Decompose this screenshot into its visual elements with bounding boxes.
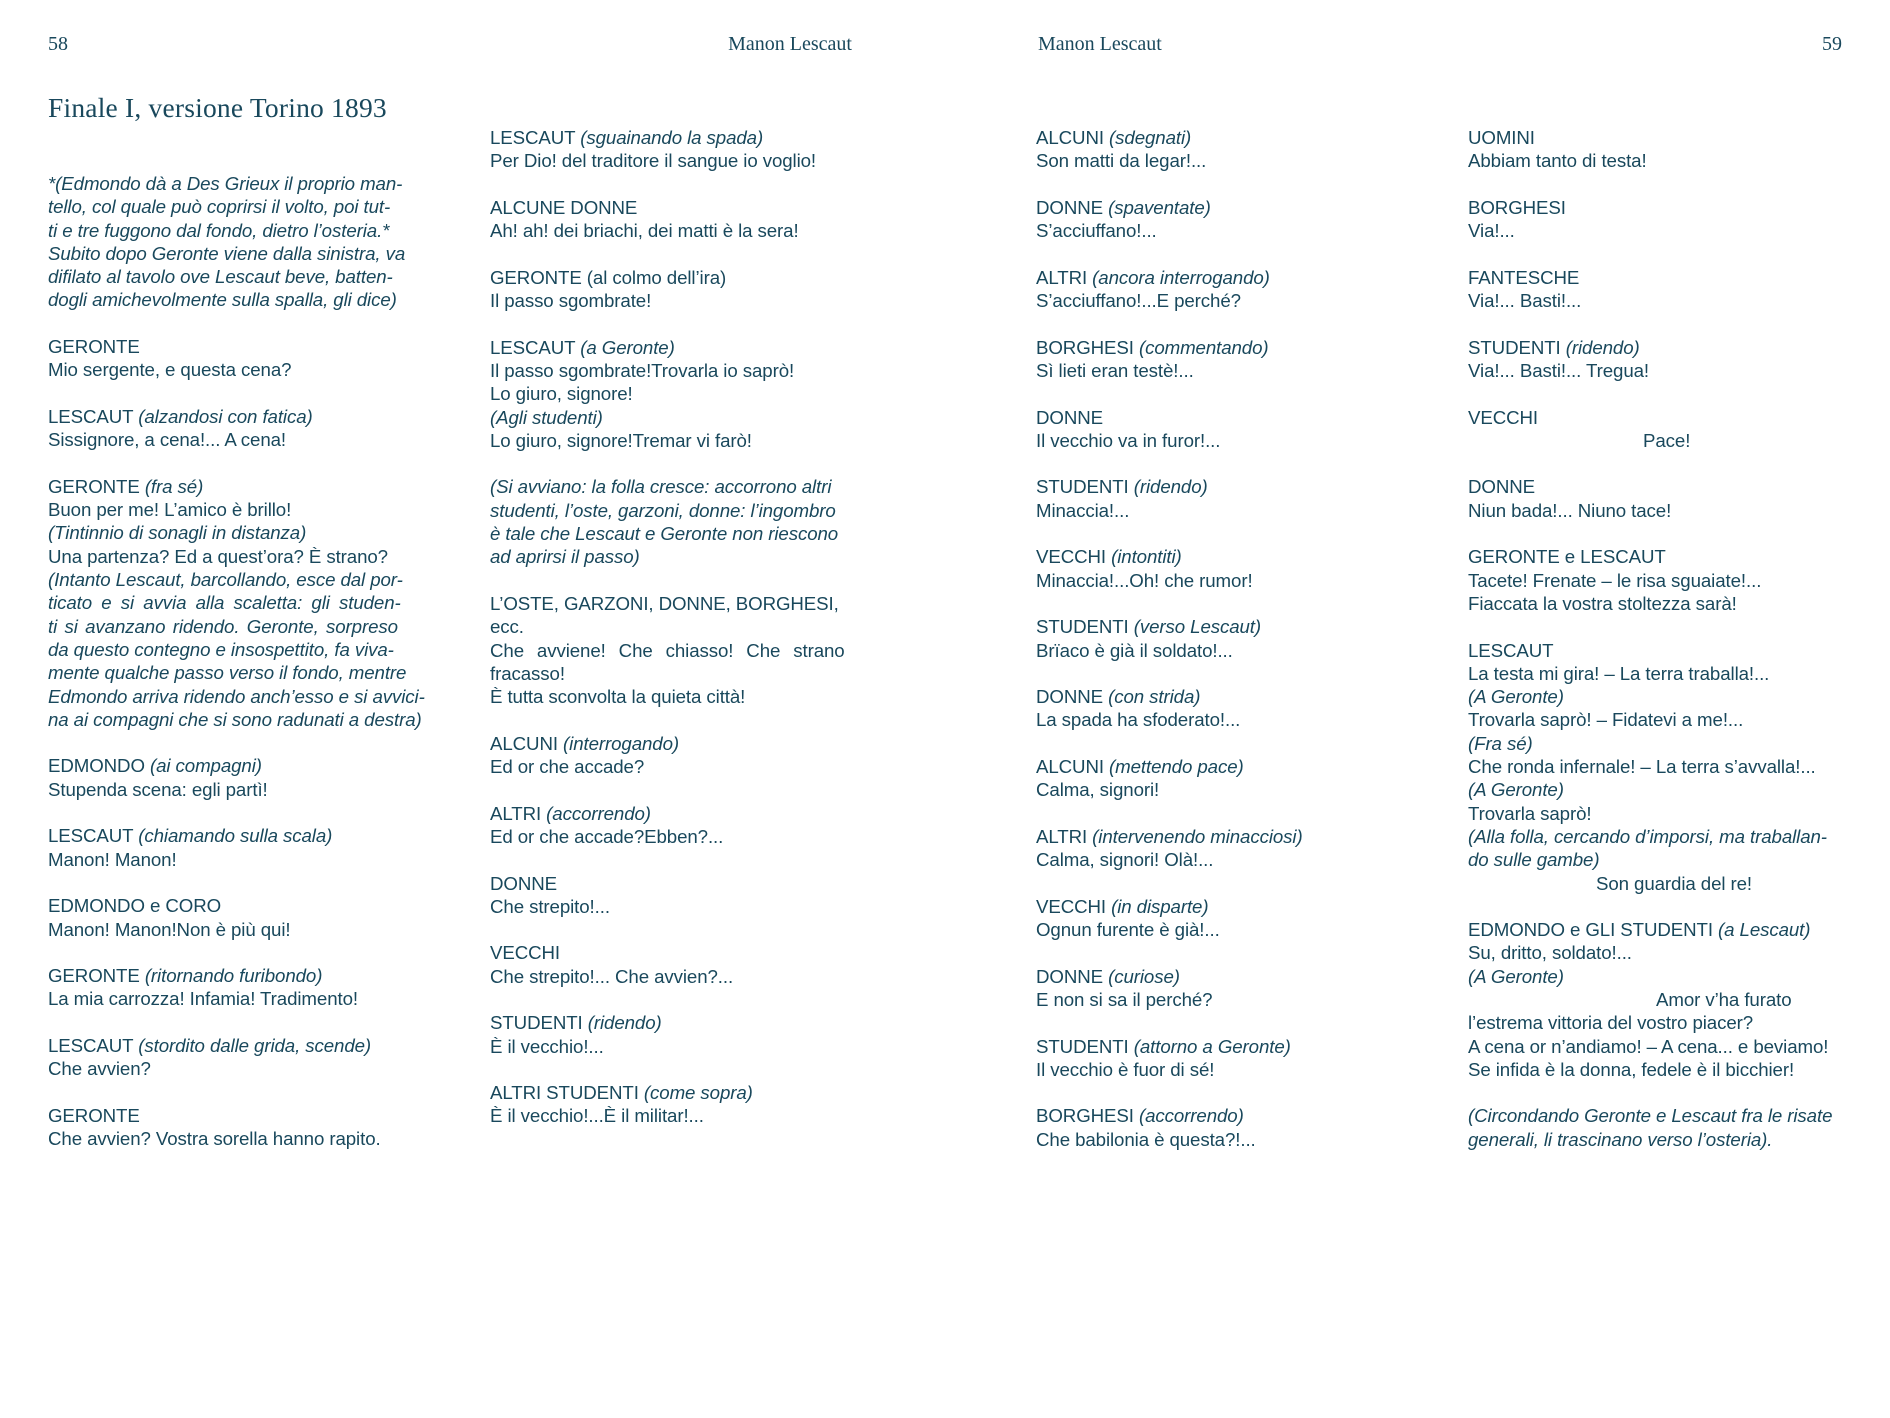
libretto-block xyxy=(1036,1035,1412,1082)
character-cue-line: EDMONDO e GLI STUDENTI (a Lescaut) xyxy=(1468,919,1811,941)
libretto-block xyxy=(1036,406,1412,453)
dialogue-line: Ah! ah! dei briachi, dei matti è la sera! xyxy=(490,220,799,242)
libretto-column-2 xyxy=(490,126,866,1151)
character-cue-line: EDMONDO e CORO xyxy=(48,895,222,917)
libretto-block xyxy=(490,196,866,243)
libretto-block xyxy=(48,475,424,731)
stage-direction-line: è tale che Lescaut e Geronte non riescono xyxy=(490,523,839,545)
stage-direction-line: mente qualche passo verso il fondo, mentre xyxy=(48,662,407,684)
stage-direction-line: da questo contegno e insospettito, fa viva- xyxy=(48,638,394,660)
libretto-block xyxy=(1468,639,1848,895)
stage-direction-line: (A Geronte) xyxy=(1468,686,1564,708)
libretto-block xyxy=(1468,266,1848,313)
character-cue-line: STUDENTI (verso Lescaut) xyxy=(1036,616,1262,638)
character-cue-line: DONNE (curiose) xyxy=(1036,965,1180,987)
dialogue-line: Sì lieti eran testè!... xyxy=(1036,359,1194,381)
dialogue-line: Che ronda infernale! – La terra s’avvalla!... xyxy=(1468,756,1816,778)
character-cue-line: DONNE xyxy=(1036,406,1103,428)
libretto-block xyxy=(490,336,866,452)
running-title-left: Manon Lescaut xyxy=(728,33,852,55)
dialogue-line: Il vecchio va in furor!... xyxy=(1036,429,1221,451)
character-cue-line: FANTESCHE xyxy=(1468,266,1580,288)
libretto-block xyxy=(490,732,866,779)
libretto-block xyxy=(490,475,866,568)
dialogue-line: Lo giuro, signore! xyxy=(490,383,633,405)
dialogue-line: S’acciuffano!...E perché? xyxy=(1036,290,1241,312)
libretto-block xyxy=(1468,1104,1848,1151)
libretto-block xyxy=(490,1081,866,1128)
dialogue-line: Ognun furente è già!... xyxy=(1036,919,1220,941)
libretto-block xyxy=(48,824,424,871)
stage-direction-line: tello, col quale può coprirsi il volto, poi tut- xyxy=(48,196,391,218)
stage-direction-line: ti e tre fuggono dal fondo, dietro l’osteria.* xyxy=(48,219,390,241)
libretto-block xyxy=(490,802,866,849)
libretto-block xyxy=(490,1011,866,1058)
dialogue-line: Via!... xyxy=(1468,220,1515,242)
dialogue-line: Calma, signori! Olà!... xyxy=(1036,849,1214,871)
dialogue-line: La mia carrozza! Infamia! Tradimento! xyxy=(48,988,358,1010)
character-cue-line: ALTRI (accorrendo) xyxy=(490,802,651,824)
character-cue-line: ALCUNI (interrogando) xyxy=(490,732,680,754)
character-cue-line: LESCAUT (a Geronte) xyxy=(490,336,675,358)
character-cue-line: ALTRI STUDENTI (come sopra) xyxy=(490,1082,753,1104)
libretto-block xyxy=(48,1104,424,1151)
libretto-block xyxy=(1036,685,1412,732)
character-cue-line: GERONTE (fra sé) xyxy=(48,475,204,497)
page-number-right: 59 xyxy=(1822,33,1842,55)
character-cue-line: DONNE (spaventate) xyxy=(1036,196,1211,218)
libretto-block xyxy=(48,894,424,941)
dialogue-line: Il passo sgombrate! xyxy=(490,290,652,312)
libretto-block xyxy=(1036,336,1412,383)
dialogue-line: Ed or che accade? xyxy=(490,756,645,778)
dialogue-line: Che avviene! Che chiasso! Che strano xyxy=(490,639,845,661)
dialogue-line: Son matti da legar!... xyxy=(1036,150,1207,172)
stage-direction-line: ad aprirsi il passo) xyxy=(490,546,640,568)
libretto-block xyxy=(1468,336,1848,383)
dialogue-line: La testa mi gira! – La terra traballa!... xyxy=(1468,662,1770,684)
dialogue-line: Mio sergente, e questa cena? xyxy=(48,359,292,381)
dialogue-line: Fiaccata la vostra stoltezza sarà! xyxy=(1468,592,1737,614)
character-cue-line: GERONTE (al colmo dell’ira) xyxy=(490,266,727,288)
stage-direction-line: (Agli studenti) xyxy=(490,406,603,428)
dialogue-line: Se infida è la donna, fedele è il bicchier! xyxy=(1468,1058,1795,1080)
character-cue-line: BORGHESI (commentando) xyxy=(1036,336,1269,358)
dialogue-line: Lo giuro, signore!Tremar vi farò! xyxy=(490,429,752,451)
libretto-block xyxy=(1036,126,1412,173)
character-cue-line: ALCUNI (mettendo pace) xyxy=(1036,756,1244,778)
dialogue-line: Minaccia!... xyxy=(1036,499,1130,521)
stage-direction-line: (A Geronte) xyxy=(1468,965,1564,987)
stage-direction-line: na ai compagni che si sono radunati a destra) xyxy=(48,708,422,730)
dialogue-line: Che babilonia è questa?!... xyxy=(1036,1128,1256,1150)
dialogue-line: È tutta sconvolta la quieta città! xyxy=(490,686,746,708)
character-cue-line: L’OSTE, GARZONI, DONNE, BORGHESI, xyxy=(490,592,839,614)
character-cue-line: VECCHI (intontiti) xyxy=(1036,546,1182,568)
dialogue-line: Tacete! Frenate – le risa sguaiate!... xyxy=(1468,569,1762,591)
libretto-block xyxy=(1036,895,1412,942)
dialogue-line: ecc. xyxy=(490,616,524,638)
stage-direction-line: Subito dopo Geronte viene dalla sinistra, va xyxy=(48,242,406,264)
dialogue-line: Via!... Basti!... xyxy=(1468,290,1582,312)
libretto-block xyxy=(490,126,866,173)
dialogue-line: Manon! Manon!Non è più qui! xyxy=(48,918,291,940)
running-title-right: Manon Lescaut xyxy=(1038,33,1162,55)
libretto-block xyxy=(48,1034,424,1081)
character-cue-line: GERONTE (ritornando furibondo) xyxy=(48,965,323,987)
libretto-block xyxy=(1468,196,1848,243)
stage-direction-line: ti si avanzano ridendo. Geronte, sorpreso xyxy=(48,615,398,637)
dialogue-line: S’acciuffano!... xyxy=(1036,220,1157,242)
libretto-block xyxy=(490,872,866,919)
libretto-column-1 xyxy=(48,172,424,1174)
dialogue-line: Via!... Basti!... Tregua! xyxy=(1468,359,1650,381)
libretto-block xyxy=(1036,1104,1412,1151)
dialogue-line: Sissignore, a cena!... A cena! xyxy=(48,429,287,451)
stage-direction-line: (Alla folla, cercando d’imporsi, ma traballan- xyxy=(1468,825,1827,847)
character-cue-line: STUDENTI (ridendo) xyxy=(490,1012,662,1034)
dialogue-line: Su, dritto, soldato!... xyxy=(1468,942,1632,964)
stage-direction-line: (Tintinnio di sonagli in distanza) xyxy=(48,522,307,544)
character-cue-line: BORGHESI xyxy=(1468,196,1566,218)
stage-direction-line: (Intanto Lescaut, barcollando, esce dal por- xyxy=(48,569,403,591)
character-cue-line: LESCAUT (chiamando sulla scala) xyxy=(48,825,333,847)
character-cue-line: BORGHESI (accorrendo) xyxy=(1036,1105,1244,1127)
dialogue-line: Una partenza? Ed a quest’ora? È strano? xyxy=(48,545,388,567)
libretto-block xyxy=(1036,615,1412,662)
stage-direction-line: difilato al tavolo ove Lescaut beve, batten- xyxy=(48,266,393,288)
character-cue-line: UOMINI xyxy=(1468,127,1535,148)
character-cue-line: VECCHI (in disparte) xyxy=(1036,895,1209,917)
libretto-block xyxy=(48,964,424,1011)
character-cue-line: VECCHI xyxy=(1468,406,1539,428)
dialogue-line: Per Dio! del traditore il sangue io voglio! xyxy=(490,150,817,172)
stage-direction-line: dogli amichevolmente sulla spalla, gli dice) xyxy=(48,289,397,311)
dialogue-line: Minaccia!...Oh! che rumor! xyxy=(1036,569,1253,591)
dialogue-line: Che avvien? Vostra sorella hanno rapito. xyxy=(48,1128,381,1150)
libretto-block xyxy=(1468,475,1848,522)
libretto-block xyxy=(1036,545,1412,592)
character-cue-line: EDMONDO (ai compagni) xyxy=(48,755,262,777)
character-cue-line: DONNE xyxy=(1468,476,1535,498)
stage-direction-line: (Fra sé) xyxy=(1468,732,1533,754)
stage-direction-line: (A Geronte) xyxy=(1468,779,1564,801)
dialogue-line: Niun bada!... Niuno tace! xyxy=(1468,499,1672,521)
character-cue-line: GERONTE xyxy=(48,336,140,358)
character-cue-line: ALTRI (intervenendo minacciosi) xyxy=(1036,825,1303,847)
libretto-block xyxy=(48,754,424,801)
dialogue-line: Ed or che accade?Ebben?... xyxy=(490,825,724,847)
dialogue-line: Che avvien? xyxy=(48,1058,151,1080)
character-cue-line: ALCUNE DONNE xyxy=(490,196,638,218)
dialogue-line: Son guardia del re! xyxy=(1596,872,1753,894)
dialogue-line: Calma, signori! xyxy=(1036,779,1160,801)
character-cue-line: DONNE xyxy=(490,872,557,894)
dialogue-line: Pace! xyxy=(1643,429,1691,451)
character-cue-line: STUDENTI (ridendo) xyxy=(1468,336,1640,358)
dialogue-line: Brïaco è già il soldato!... xyxy=(1036,639,1233,661)
character-cue-line: LESCAUT xyxy=(1468,639,1554,661)
dialogue-line: Stupenda scena: egli partì! xyxy=(48,778,268,800)
dialogue-line: Che strepito!... xyxy=(490,895,610,917)
libretto-block xyxy=(1036,755,1412,802)
character-cue-line: STUDENTI (attorno a Geronte) xyxy=(1036,1035,1291,1057)
stage-direction-line: ticato e si avvia alla scaletta: gli studen- xyxy=(48,592,401,614)
stage-direction-line: generali, li trascinano verso l’osteria). xyxy=(1468,1128,1773,1150)
libretto-block xyxy=(490,592,866,708)
libretto-block xyxy=(490,266,866,313)
dialogue-line: È il vecchio!...È il militar!... xyxy=(490,1105,704,1127)
libretto-block xyxy=(1036,825,1412,872)
dialogue-line: Amor v’ha furato xyxy=(1656,988,1792,1010)
stage-direction-line: Edmondo arriva ridendo anch’esso e si avvici- xyxy=(48,685,425,707)
libretto-block xyxy=(1468,406,1848,453)
libretto-block xyxy=(1036,475,1412,522)
dialogue-line: l’estrema vittoria del vostro piacer? xyxy=(1468,1012,1754,1034)
character-cue-line: GERONTE xyxy=(48,1104,140,1126)
character-cue-line: ALTRI (ancora interrogando) xyxy=(1036,266,1270,288)
character-cue-line: VECCHI xyxy=(490,942,561,964)
dialogue-line: A cena or n’andiamo! – A cena... e beviamo! xyxy=(1468,1035,1829,1057)
dialogue-line: Manon! Manon! xyxy=(48,848,177,870)
dialogue-line: Che strepito!... Che avvien?... xyxy=(490,965,734,987)
dialogue-line: fracasso! xyxy=(490,662,565,684)
stage-direction-line: do sulle gambe) xyxy=(1468,849,1600,871)
libretto-block xyxy=(48,172,424,312)
libretto-block xyxy=(1468,545,1848,615)
libretto-column-4 xyxy=(1468,126,1848,1174)
libretto-block xyxy=(48,405,424,452)
character-cue-line: GERONTE e LESCAUT xyxy=(1468,546,1666,568)
stage-direction-line: *(Edmondo dà a Des Grieux il proprio man- xyxy=(48,173,403,194)
libretto-block xyxy=(490,941,866,988)
stage-direction-line: studenti, l’oste, garzoni, donne: l’ingombro xyxy=(490,499,836,521)
dialogue-line: Buon per me! L’amico è brillo! xyxy=(48,499,292,521)
character-cue-line: DONNE (con strida) xyxy=(1036,686,1201,708)
dialogue-line: È il vecchio!... xyxy=(490,1035,604,1057)
dialogue-line: Il passo sgombrate!Trovarla io saprò! xyxy=(490,359,795,381)
libretto-column-3 xyxy=(1036,126,1412,1174)
dialogue-line: Il vecchio è fuor di sé! xyxy=(1036,1058,1215,1080)
dialogue-line: E non si sa il perché? xyxy=(1036,988,1213,1010)
libretto-block xyxy=(1468,126,1848,173)
libretto-block xyxy=(48,335,424,382)
libretto-block xyxy=(1036,196,1412,243)
libretto-block xyxy=(1036,965,1412,1012)
character-cue-line: ALCUNI (sdegnati) xyxy=(1036,127,1192,148)
libretto-block xyxy=(1036,266,1412,313)
stage-direction-line: (Si avviano: la folla cresce: accorrono altri xyxy=(490,476,832,498)
dialogue-line: La spada ha sfoderato!... xyxy=(1036,709,1241,731)
libretto-block xyxy=(1468,918,1848,1081)
page-number-left: 58 xyxy=(48,33,68,55)
character-cue-line: LESCAUT (stordito dalle grida, scende) xyxy=(48,1034,372,1056)
character-cue-line: STUDENTI (ridendo) xyxy=(1036,476,1208,498)
section-title: Finale I, versione Torino 1893 xyxy=(48,92,387,123)
character-cue-line: LESCAUT (sguainando la spada) xyxy=(490,127,764,148)
dialogue-line: Trovarla saprò! xyxy=(1468,802,1592,824)
character-cue-line: LESCAUT (alzandosi con fatica) xyxy=(48,405,313,427)
dialogue-line: Trovarla saprò! – Fidatevi a me!... xyxy=(1468,709,1744,731)
stage-direction-line: (Circondando Geronte e Lescaut fra le risate xyxy=(1468,1105,1833,1127)
dialogue-line: Abbiam tanto di testa! xyxy=(1468,150,1647,172)
